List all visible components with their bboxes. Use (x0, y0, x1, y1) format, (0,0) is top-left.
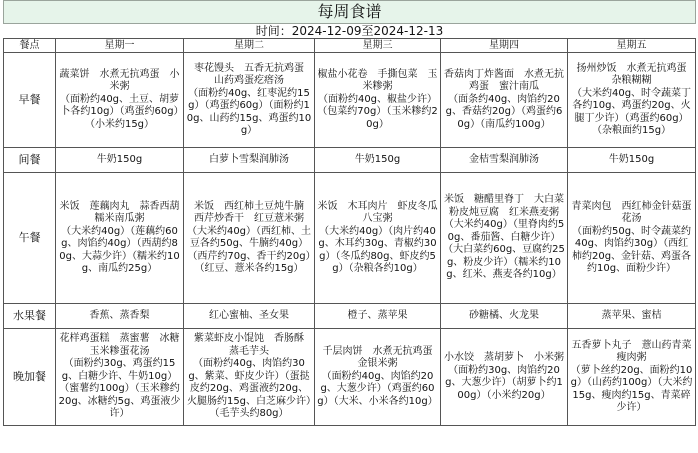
lunch-tuesday (184, 173, 315, 304)
lunch-wednesday (315, 173, 448, 304)
dish-names: 米饭 莲藕肉丸 蒜香西葫 糯米南瓜粥 (59, 200, 190, 224)
dinner-thursday (441, 329, 568, 426)
dish-names: 小水饺 蒸胡萝卜 小米粥 (444, 352, 564, 363)
dish-names: 米饭 糖醋里脊丁 大白菜粉皮炖豆腐 红米燕麦粥 (444, 194, 564, 218)
dish-names: 蔬菜饼 水煮无抗鸡蛋 小米粥 (59, 68, 180, 93)
lunch-friday (568, 173, 696, 304)
lunch-thursday (441, 173, 568, 304)
fruit-wednesday: 橙子、蒸苹果 (315, 304, 441, 329)
dish-detail: （面粉约40g、肉馅约20g、大葱少许）（鸡蛋约60g）（大米、小米各约10g） (317, 370, 438, 407)
breakfast-wednesday (315, 53, 441, 148)
date-range: 时间：2024-12-09至2024-12-13 (4, 24, 696, 39)
fruit-row (4, 304, 696, 329)
weekly-menu-table (3, 0, 696, 426)
dish-detail: （面粉约40g、土豆、胡萝卜各约10g）（鸡蛋约60g）（小米约15g） (59, 93, 180, 130)
header-thursday: 星期四 (441, 39, 568, 53)
meal-label-breakfast: 早餐 (4, 53, 56, 148)
breakfast-monday (56, 53, 184, 148)
dish-detail: （面粉约30g、鸡蛋约15g、白糖少许、牛奶10g）（蜜薯约100g）（玉米糁约20g、冰糖约5g、鸡蛋液少许） (58, 358, 181, 420)
header-wednesday: 星期三 (315, 39, 441, 53)
dish-names: 千层肉饼 水煮无抗鸡蛋 金银米粥 (322, 345, 443, 370)
fruit-monday: 香蕉、蒸香梨 (56, 304, 184, 329)
lunch-row (4, 173, 696, 304)
dish-names: 花样鸡蛋糕 蒸蜜薯 冰糖玉米糁蛋花汤 (59, 333, 180, 357)
dinner-row (4, 329, 696, 426)
snack-thursday: 金桔雪梨润肺汤 (441, 148, 568, 173)
snack-monday: 牛奶150g (56, 148, 184, 173)
dinner-friday (568, 329, 696, 426)
dish-names: 五香萝卜丸子 薏山药青菜瘦肉粥 (571, 339, 692, 363)
dish-names: 香菇肉丁炸酱面 水煮无抗鸡蛋 蜜汁南瓜 (444, 68, 564, 93)
header-row (4, 39, 696, 53)
fruit-tuesday: 红心蜜柚、圣女果 (184, 304, 315, 329)
dish-names: 紫菜虾皮小馄饨 香肠酥 蒸毛芋头 (194, 333, 314, 357)
snack-tuesday: 白萝卜雪梨润肺汤 (184, 148, 315, 173)
lunch-monday (56, 173, 190, 304)
header-meal: 餐点 (4, 39, 56, 53)
dish-names: 椒盐小花卷 手撕包菜 玉米糁粥 (317, 68, 438, 93)
breakfast-friday (568, 53, 696, 148)
snack-row (4, 148, 696, 173)
snack-friday: 牛奶150g (568, 148, 696, 173)
dinner-monday (56, 329, 184, 426)
dish-detail: （大米约40g）（里脊肉约50g、番茄酱、白糖少许）（大白菜约60g、豆腐约25g、粉皮少许）（糯米约10g、红米、燕麦各约10g） (443, 219, 565, 281)
dish-detail: （大米约40g）（肉片约40g、木耳约30g、青椒约30g）（冬瓜约80g、虾皮约5g）（杂粮各约10g） (318, 225, 437, 274)
meal-label-snack: 间餐 (4, 148, 56, 173)
dish-detail: （大米约40g、时令蔬菜丁各约10g、鸡蛋约20g、火腿丁少许）（鸡蛋约60g）（杂粮面约15g） (571, 87, 692, 136)
dinner-wednesday (315, 329, 441, 426)
dish-detail: （面条约40g、肉馅约20g、香菇约20g）（鸡蛋约60g）（南瓜约100g） (445, 93, 563, 130)
dish-detail: （萝卜丝约20g、面粉约10g）（山药约100g）（大米约15g、瘦肉约15g、青菜碎少许） (570, 364, 693, 413)
dish-detail: （大米约40g）（西红柿、土豆各约50g、牛腩约40g）（西芹约70g、香干约20g）（红豆、薏米各约15g） (186, 225, 312, 274)
header-tuesday: 星期二 (184, 39, 315, 53)
dinner-tuesday (184, 329, 315, 426)
dish-detail: （大米约40g）（莲藕约60g、肉馅约40g）（西葫约80g、大蒜少许）（糯米约10g、南瓜约25g） (59, 225, 180, 274)
header-friday: 星期五 (568, 39, 696, 53)
menu-title: 每周食谱 (4, 1, 696, 24)
dish-names: 扬州炒饭 水煮无抗鸡蛋 杂粮糊糊 (576, 62, 697, 86)
dish-names: 米饭 西红柿土豆炖牛腩 西芹炒香干 红豆薏米粥 (194, 200, 314, 224)
breakfast-row (4, 53, 696, 148)
meal-label-lunch: 午餐 (4, 173, 56, 304)
meal-label-dinner: 晚加餐 (4, 329, 56, 426)
fruit-thursday: 砂糖橘、火龙果 (441, 304, 568, 329)
dish-names: 青菜肉包 西红柿金针菇蛋花汤 (571, 200, 692, 224)
dish-names: 枣花馒头 五香无抗鸡蛋 山药鸡蛋疙瘩汤 (194, 62, 314, 86)
dish-detail: （面粉约50g、时令蔬菜约40g、肉馅约30g）（西红柿约20g、金针菇、鸡蛋各约10g、面粉少许） (571, 225, 692, 274)
breakfast-tuesday (184, 53, 315, 148)
dish-detail: （面粉约40g、红枣泥约15g）（鸡蛋约60g）（面粉约10g、山药约15g、鸡蛋约10g） (186, 87, 312, 136)
fruit-friday: 蒸苹果、蜜桔 (568, 304, 696, 329)
dish-detail: （面粉约40g、肉馅约30g、紫菜、虾皮少许）（蛋挞皮约20g、鸡蛋液约20g、火腿肠约15g、白芝麻少许）（毛芋头约80g） (186, 358, 312, 420)
dish-names: 米饭 木耳肉片 虾皮冬瓜 八宝粥 (317, 200, 448, 224)
meal-label-fruit: 水果餐 (4, 304, 56, 329)
header-monday: 星期一 (56, 39, 184, 53)
snack-wednesday: 牛奶150g (315, 148, 441, 173)
dish-detail: （面粉约40g、椒盐少许）（包菜约70g）（玉米糁约20g） (317, 93, 438, 130)
breakfast-thursday (441, 53, 568, 148)
dish-detail: （面粉约30g、肉馅约20g、大葱少许）（胡萝卜约100g）（小米约20g） (445, 364, 563, 401)
